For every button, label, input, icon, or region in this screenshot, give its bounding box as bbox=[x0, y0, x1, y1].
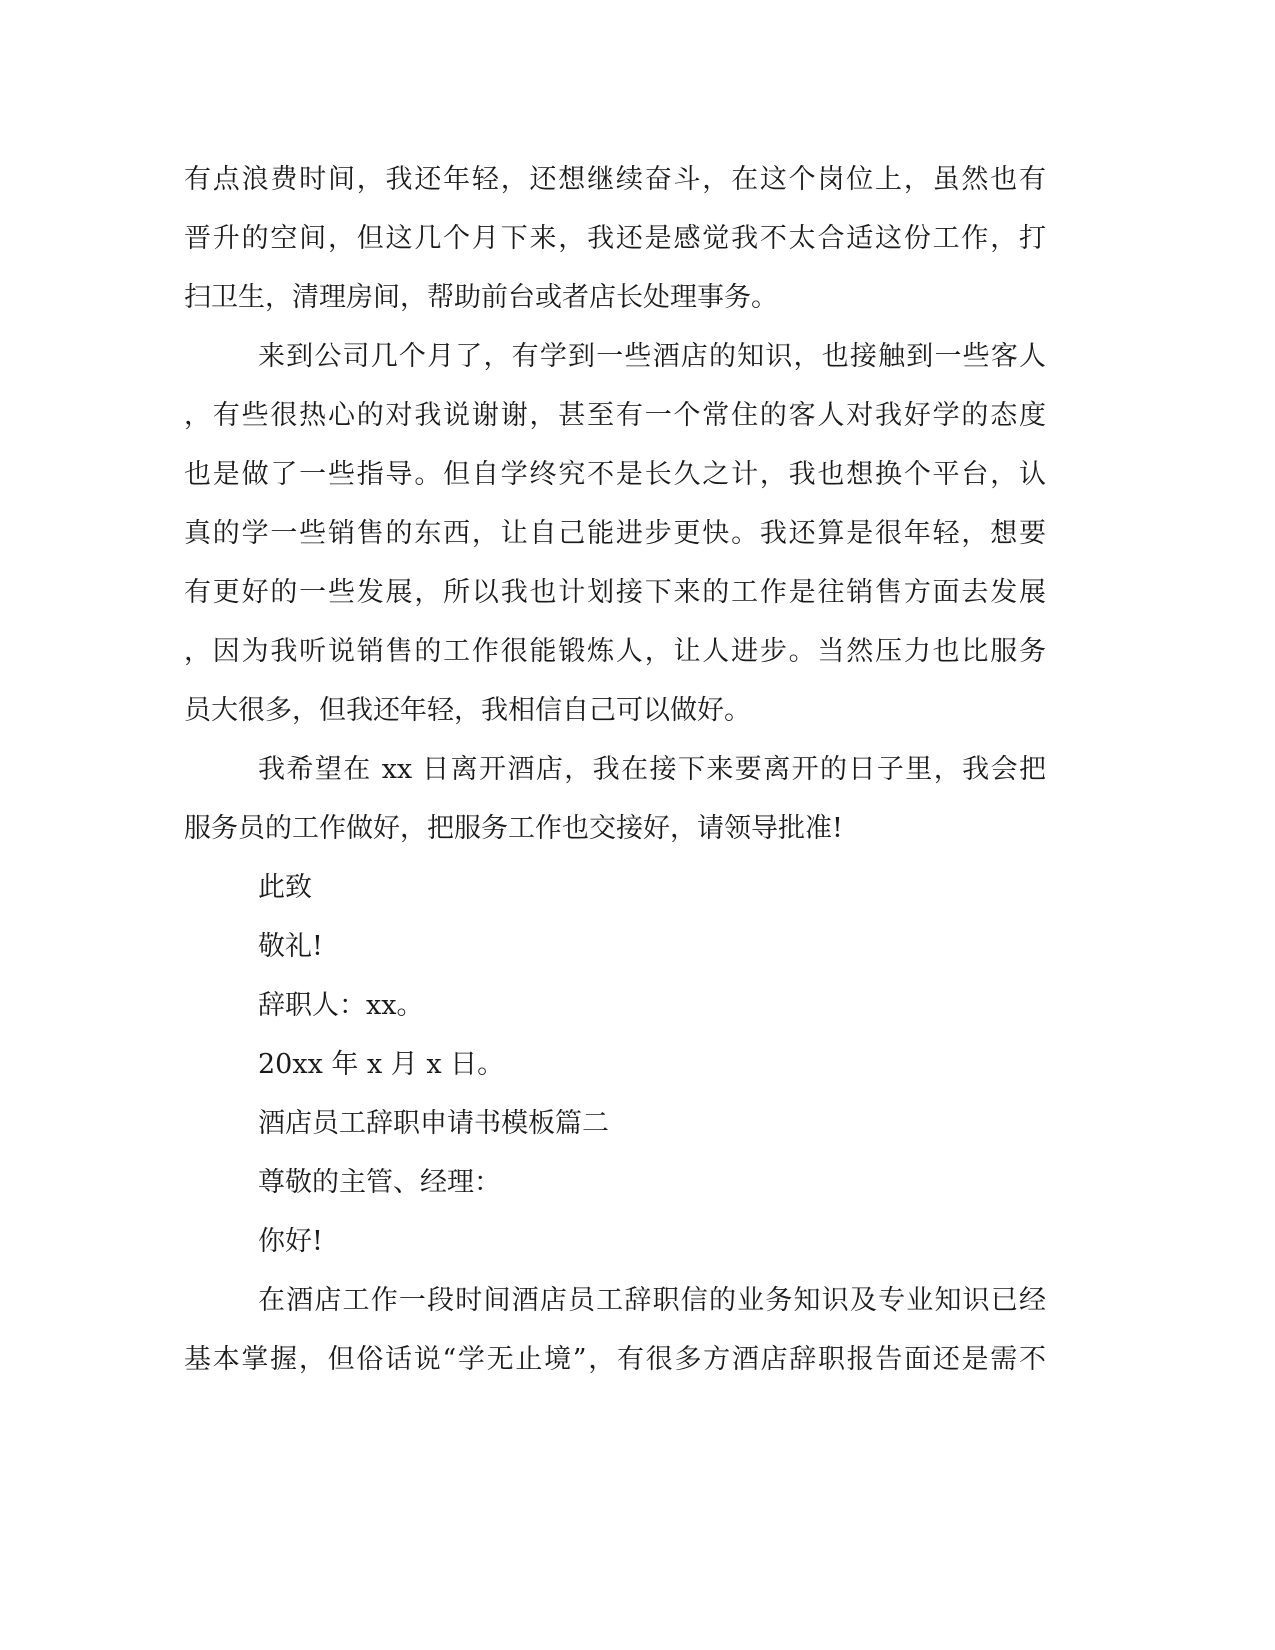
paragraph-line: 扫卫生，清理房间，帮助前台或者店长处理事务。 bbox=[184, 282, 778, 313]
paragraph-line: 真的学一些销售的东西，让自己能进步更快。我还算是很年轻，想要 bbox=[184, 518, 1046, 549]
paragraph-line: 在酒店工作一段时间酒店员工辞职信的业务知识及专业知识已经 bbox=[258, 1285, 1046, 1316]
paragraph-line: 我希望在 xx 日离开酒店，我在接下来要离开的日子里，我会把 bbox=[258, 754, 1046, 785]
paragraph-line: 服务员的工作做好，把服务工作也交接好，请领导批准! bbox=[184, 813, 843, 844]
closing-line: 此致 bbox=[258, 872, 312, 903]
greeting-line: 你好! bbox=[258, 1226, 323, 1257]
paragraph-line: ，有些很热心的对我说谢谢，甚至有一个常住的客人对我好学的态度 bbox=[184, 400, 1046, 431]
paragraph-line: 来到公司几个月了，有学到一些酒店的知识，也接触到一些客人 bbox=[258, 341, 1046, 372]
paragraph-line: 有更好的一些发展，所以我也计划接下来的工作是往销售方面去发展 bbox=[184, 577, 1046, 608]
section-title: 酒店员工辞职申请书模板篇二 bbox=[258, 1108, 609, 1139]
paragraph-line: 员大很多，但我还年轻，我相信自己可以做好。 bbox=[184, 695, 751, 726]
paragraph-line: 有点浪费时间，我还年轻，还想继续奋斗，在这个岗位上，虽然也有 bbox=[184, 164, 1046, 195]
paragraph-line: 晋升的空间，但这几个月下来，我还是感觉我不太合适这份工作，打 bbox=[184, 223, 1046, 254]
date-line: 20xx 年 x 月 x 日。 bbox=[258, 1049, 505, 1080]
signature-line: 辞职人：xx。 bbox=[258, 990, 424, 1021]
salutation-line: 尊敬的主管、经理： bbox=[258, 1167, 501, 1198]
paragraph-line: 基本掌握，但俗话说“学无止境”，有很多方酒店辞职报告面还是需不 bbox=[184, 1344, 1046, 1375]
closing-line: 敬礼! bbox=[258, 931, 323, 962]
paragraph-line: ，因为我听说销售的工作很能锻炼人，让人进步。当然压力也比服务 bbox=[184, 636, 1046, 667]
paragraph-line: 也是做了一些指导。但自学终究不是长久之计，我也想换个平台，认 bbox=[184, 459, 1046, 490]
